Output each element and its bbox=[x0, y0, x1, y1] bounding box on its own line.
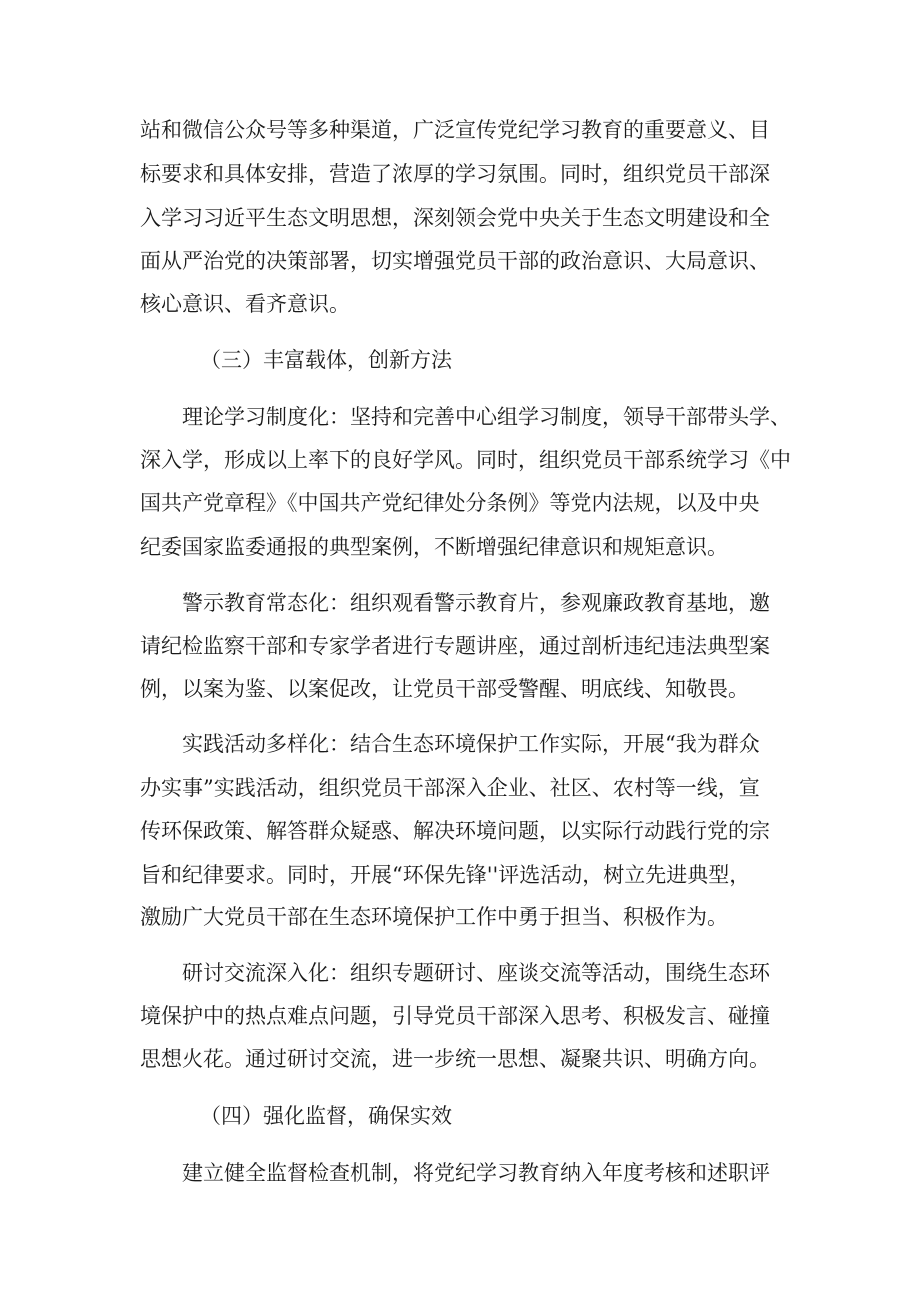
text-line: 旨和纪律要求。同时，开展“环保先锋''评选活动，树立先进典型， bbox=[140, 863, 751, 887]
text-line: 建立健全监督检查机制，将党纪学习教育纳入年度考核和述职评 bbox=[182, 1161, 770, 1185]
text-line: 站和微信公众号等多种渠道，广泛宣传党纪学习教育的重要意义、目 bbox=[140, 118, 770, 142]
text-line: 研讨交流深入化：组织专题研讨、座谈交流等活动，围绕生态环 bbox=[182, 961, 770, 985]
text-line: 国共产党章程》《中国共产党纪律处分条例》等党内法规，以及中央 bbox=[140, 491, 760, 515]
text-line: 警示教育常态化：组织观看警示教育片，参观廉政教育基地，邀 bbox=[182, 591, 770, 615]
section-heading-3: （三）丰富载体，创新方法 bbox=[200, 348, 452, 372]
text-line: 标要求和具体安排，营造了浓厚的学习氛围。同时，组织党员干部深 bbox=[140, 162, 770, 186]
text-line: 核心意识、看齐意识。 bbox=[140, 292, 350, 316]
section-heading-4: （四）强化监督，确保实效 bbox=[200, 1104, 452, 1128]
text-line: 办实事”实践活动，组织党员干部深入企业、社区、农村等一线，宣 bbox=[140, 776, 760, 800]
text-line: 实践活动多样化：结合生态环境保护工作实际，开展“我为群众 bbox=[182, 732, 760, 756]
text-line: 纪委国家监委通报的典型案例，不断增强纪律意识和规矩意识。 bbox=[140, 535, 728, 559]
text-line: 例，以案为鉴、以案促改，让党员干部受警醒、明底线、知敬畏。 bbox=[140, 677, 749, 701]
text-line: 面从严治党的决策部署，切实增强党员干部的政治意识、大局意识、 bbox=[140, 249, 770, 273]
text-line: 思想火花。通过研讨交流，进一步统一思想、凝聚共识、明确方向。 bbox=[140, 1047, 770, 1071]
text-line: 传环保政策、解答群众疑惑、解决环境问题，以实际行动践行党的宗 bbox=[140, 819, 770, 843]
text-line: 请纪检监察干部和专家学者进行专题讲座，通过剖析违纪违法典型案 bbox=[140, 634, 770, 658]
text-line: 入学习习近平生态文明思想，深刻领会党中央关于生态文明建设和全 bbox=[140, 206, 770, 230]
text-line: 深入学，形成以上率下的良好学风。同时，组织党员干部系统学习《中 bbox=[140, 448, 791, 472]
text-line: 激励广大党员干部在生态环境保护工作中勇于担当、积极作为。 bbox=[140, 905, 728, 929]
text-line: 理论学习制度化：坚持和完善中心组学习制度，领导干部带头学、 bbox=[182, 405, 791, 429]
text-line: 境保护中的热点难点问题，引导党员干部深入思考、积极发言、碰撞 bbox=[140, 1004, 770, 1028]
